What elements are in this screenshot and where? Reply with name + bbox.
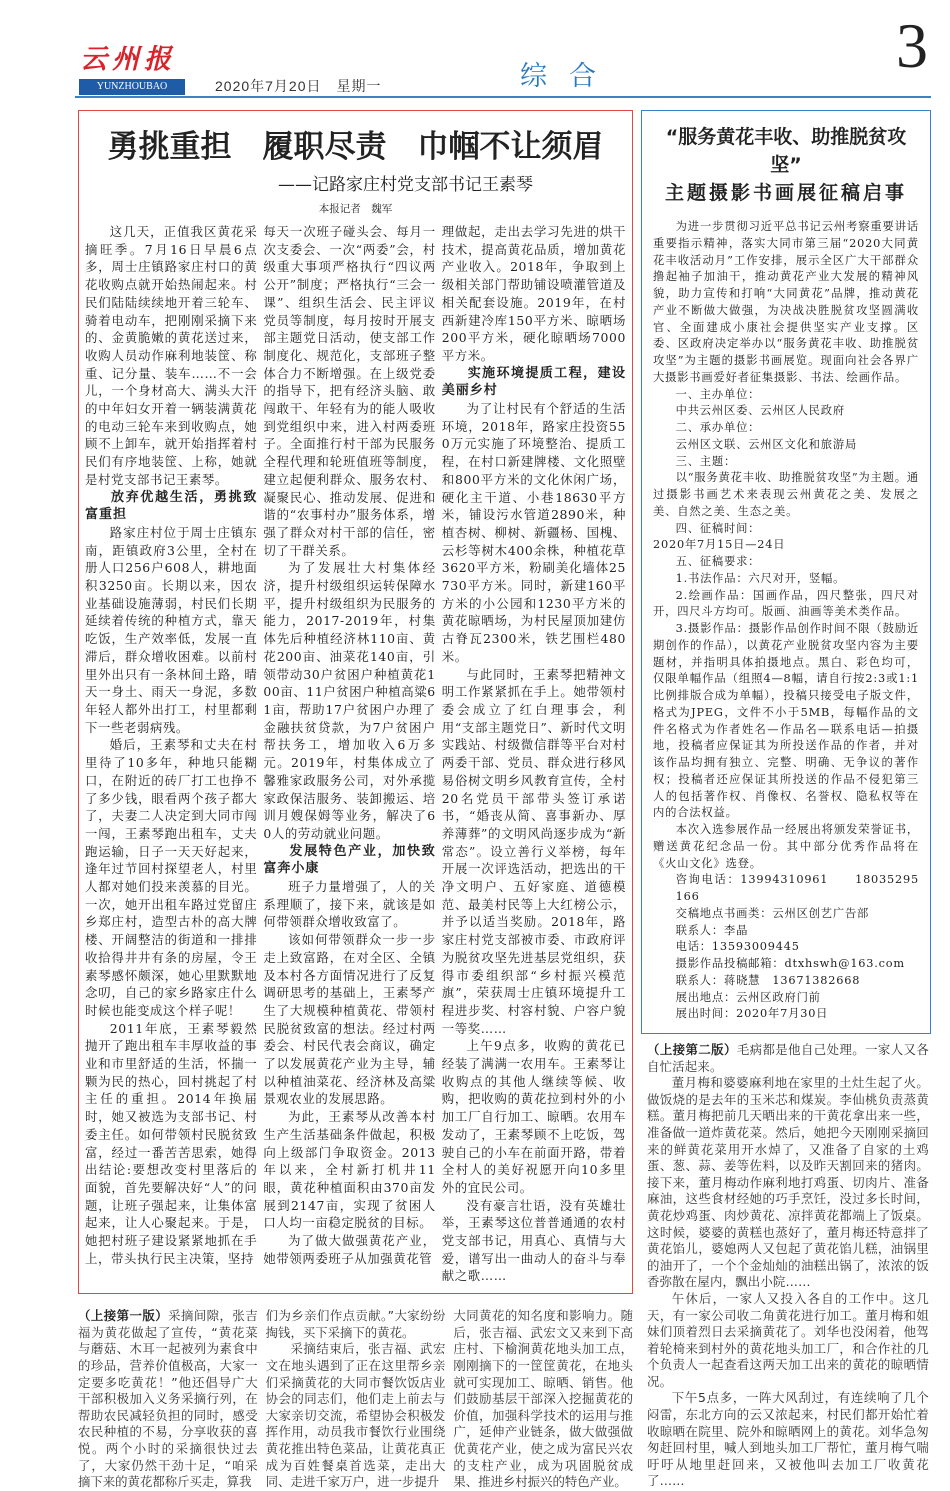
paragraph: 上午9点多，收购的黄花已经装了满满一农用车。王素琴让收购点的其他人继续等候、收购，把收购的黄花拉到村外的小加工厂自行加工、晾晒。农用车发动了，王素琴顾不上吃饭，驾驶自己的小车在前面开路，带着全村人的美好祝愿开向10多里外的宜民公司。 [441, 1038, 627, 1195]
paragraph: 每天一次班子碰头会、每月一次支委会、一次“两委”会，村级重大事项严格执行“四议两公开”制度；严格执行“三会一课”、组织生活会、民主评议党员等制度，每月按时开展支部主题党日活动，使支部工作制度化、规范化，支部班子整体合力不断增强。在上级党委的指导下，把有经济头脑、敢闯敢干、年轻有为的能人吸收到党组织中来，进入村两委班子。全面推行村干部为民服务全程代理和轮班值班等制度，建立起便利群众、服务农村、凝聚民心、推动发展、促进和谐的“农事村办”服务体系，增强了群众对村干部的信任，密切了干群关系。 [263, 224, 436, 558]
left-content-column [78, 110, 633, 1491]
section-title: 综合 [520, 61, 618, 92]
paragraph: 以“服务黄花丰收、助推脱贫攻坚”为主题。通过摄影书画艺术来表现云州黄花之美、发展之美、自然之美、生态之美。 [653, 471, 919, 518]
article-column-1 [85, 223, 257, 1267]
paragraph: 大同黄花的知名度和影响力。随后，张吉福、武宏文又来到下高庄村、下榆涧黄花地头加工点，刚刚摘下的一筐筐黄花，在地头就可实现加工、晾晒、销售。他们鼓励基层干部深入挖掘黄花的价值，加强科学技术的运用与推广，延伸产业链条，做大做强做优黄花产业，使之成为富民兴农的支柱产业，成为巩固脱贫成果、推进乡村振兴的特色产业。 [453, 1308, 634, 1490]
paragraph: 为了发展壮大村集体经济，提升村级组织运转保障水平，提升村级组织为民服务的能力，2017-2019年，村集体先后种植经济林110亩、黄花200亩、油菜花140亩，引领带动30户贫困户种植黄花100亩、11户贫困户种植高粱61亩，帮助17户贫困户办理了金融扶贫贷款，为7户贫困户帮扶务工，增加收入6万多元。2019年，村集体成立了馨雅家政服务公司，对外承揽家政保洁服务、装卸搬运、培训月嫂保姆等业务，解决了60人的劳动就业问题。 [263, 560, 436, 841]
paragraph: 理做起，走出去学习先进的烘干技术，提高黄花品质，增加黄花产业收入。2018年，争取到上级相关部门帮助铺设喷灌管道及相关配套设施。2019年，在村西新建冷库150平方米、晾晒场200平方米，硬化晾晒场7000平方米。 [441, 224, 627, 363]
continued-from-label: （上接第二版） [647, 1042, 737, 1057]
paragraph: 班子力量增强了，人的关系理顺了，接下来，就该是如何带领群众增收致富了。 [263, 879, 436, 930]
continued-story-1-column-3 [453, 1308, 633, 1491]
notice-body [653, 219, 919, 1023]
paragraph: 为了做大做强黄花产业，她带领两委班子从加强黄花管 [263, 1233, 436, 1266]
contact-line: 电话：13593009445 [675, 940, 800, 954]
paragraph: 中共云州区委、云州区人民政府 [675, 404, 845, 418]
page-number: 3 [896, 10, 928, 81]
contact-line: 交稿地点书画类：云州区创艺广告部 [675, 906, 870, 920]
notice-title [653, 123, 919, 207]
newspaper-logo: 云州报 [80, 44, 176, 75]
paragraph: 云州区文联、云州区文化和旅游局 [675, 437, 858, 451]
paragraph: 本次入选参展作品一经展出将颁发荣誉证书，赠送黄花纪念品一份。其中部分优秀作品将在《火山文化》选登。 [653, 823, 919, 870]
paragraph: 二、承办单位： [675, 421, 761, 434]
page-content [78, 110, 931, 1491]
paragraph: 采摘结束后，张吉福、武宏文在地头遇到了正在这里帮乡亲们采摘黄花的大同市餐饮饭店业协会的同志们，他们走上前去与大家亲切交流，希望协会积极发挥作用，动员我市餐饮行业围绕黄花推出特色菜品，让黄花真正成为百姓餐桌首选菜，走出大同、走进千家万户，进一步提升 [265, 1341, 446, 1490]
article-headline: 勇挑重担 履职尽责 巾帼不让须眉 [107, 129, 604, 165]
paragraph [647, 1042, 929, 1075]
header-rule [75, 96, 931, 98]
paragraph: 3.摄影作品：摄影作品创作时间不限（鼓励近期创作的作品），以黄花产业脱贫攻坚内容为主要题材，并指明具体拍摄地点。黑白、彩色均可，仅限单幅作品（组照4—8幅，请自行按2:3或1:1比例排版合成为单幅），投稿只接受电子版文件，格式为JPEG，文件不小于5MB，每幅作品的文件名格式为作者姓名—作品名—联系电话—拍摄地，投稿者应保证其为所投送作品的作者，并对该作品均拥有独立、完整、明确、无争议的著作权；投稿者还应保证其所投送的作品不侵犯第三人的包括著作权、肖像权、名誉权、隐私权等在内的合法权益。 [653, 622, 919, 820]
article-column-2 [263, 223, 435, 1267]
article-columns [85, 223, 626, 1285]
contact-line: 咨询电话：13994310961 18035295166 [675, 873, 919, 903]
paragraph: 1.书法作品：六尺对开，竖幅。 [675, 571, 846, 585]
contact-line: 摄影作品投稿邮箱：dtxhswh@163.com [675, 957, 905, 970]
paragraph: 为此，王素琴从改善本村生产生活基础条件做起，积极向上级部门争取资金。2013年以来，全村新打机井11眼，黄花种植面积由370亩发展到2147亩，实现了贫困人口人均一亩稳定脱贫的目标。 [263, 1109, 436, 1231]
paragraph: 婚后，王素琴和丈夫在村里待了10多年，种地只能糊口，在附近的砖厂打工也挣不了多少钱，眼看两个孩子都大了，夫妻二人决定到大同市闯一闯，王素琴跑出租车，丈夫跑运输，日子一天天好起来，逢年过节回村探望老人，村里人都对她们投来羡慕的目光。一次，她开出租车路过党留庄乡郑庄村，造型古朴的高大牌楼、开阔整洁的街道和一排排收拾得井井有条的房屋，令王素琴感怀颇深，她心里默默地念叨，自己的家乡路家庄什么时候也能变成这个样子呢！ [85, 737, 258, 1018]
paragraph: 为进一步贯彻习近平总书记云州考察重要讲话重要指示精神，落实大同市第三届“2020大同黄花丰收活动月”工作安排，展示全区广大干部群众撸起袖子加油干，推动黄花产业大发展的精神风貌，助力宣传和打响“大同黄花”品牌，推动黄花产业不断做大做强，为决战决胜脱贫攻坚圆满收官、全面建成小康社会提供坚实产业支撑。区委、区政府决定举办以“服务黄花丰收、助推脱贫攻坚”为主题的摄影书画展览。现面向社会各界广大摄影书画爱好者征集摄影、书法、绘画作品。 [653, 220, 919, 384]
article-subtitle: ——记路家庄村党支部书记王素琴 [278, 175, 533, 195]
paragraph: 们为乡亲们作点贡献。”大家纷纷掏钱，买下采摘下的黄花。 [265, 1308, 446, 1340]
paragraph: 五、征稿要求： [675, 555, 761, 568]
paragraph: 2.绘画作品：国画作品，四尺整张，四尺对开，四尺斗方均可。版画、油画等美术类作品。 [653, 588, 919, 619]
paragraph: 该如何带领群众一步一步走上致富路，在对全区、全镇及本村各方面情况进行了反复调研思考的基础上，王素琴产生了大规模种植黄花、带领村民脱贫致富的想法。经过村两委会、村民代表会商议，确定了以发展黄花产业为主导，辅以种植油菜花、经济林及高粱景观农业的发展思路。 [263, 932, 436, 1107]
section-subheading: 实施环境提质工程，建设美丽乡村 [441, 365, 627, 399]
paragraph: 没有豪言壮语，没有英雄壮举，王素琴这位普普通通的农村党支部书记，用真心、真情与大爱，谱写出一曲动人的奋斗与奉献之歌…… [441, 1197, 627, 1284]
paragraph: 董月梅和婆婆麻利地在家里的土灶生起了火。做饭烧的是去年的玉米芯和煤炭。李仙桃负责蒸黄糕。董月梅把前几天晒出来的干黄花拿出来一些，准备做一道炸黄花菜。然后，她把今天刚刚采摘回来的鲜黄花菜用开水焯了，又准备了自家的土鸡蛋、葱、蒜、姜等佐料，以及昨天割回来的猪肉。接下来，董月梅动作麻利地打鸡蛋、切肉片、准备麻油，这些食材经她的巧手烹饪，没过多长时间，黄花炒鸡蛋、肉炒黄花、凉拌黄花都端上了饭桌。这时候，婆婆的黄糕也蒸好了，董月梅还特意拌了黄花馅儿，婆媳两人又包起了黄花馅儿糕，油锅里的油开了，一个个金灿灿的油糕出锅了，浓浓的饭香弥散在屋内，飘出小院…… [647, 1075, 929, 1290]
contact-line: 展出地点：云州区政府门前 [675, 990, 821, 1004]
contact-line: 联系人：蒋晓慧 13671382668 [675, 973, 861, 987]
newspaper-logo-english: YUNZHOUBAO [79, 79, 185, 95]
call-for-entries-notice [641, 110, 931, 1034]
paragraph-text: 采摘间隙，张吉福为黄花做起了宣传，“黄花菜与蘑菇、木耳一起被列为素食中的珍品，营养价值极高，大家一定要多吃黄花！”他还倡导广大干部积极加入义务采摘行列，在帮助农民减轻负担的同时，感受农民种植的不易，分享收获的喜悦。两个小时的采摘很快过去了，大家仍然干劲十足，“咱采摘下来的黄花都称斤买走，算我 [78, 1308, 258, 1490]
section-subheading: 放弃优越生活，勇挑致富重担 [85, 489, 258, 523]
section-subheading: 发展特色产业，加快致富奔小康 [263, 843, 436, 877]
paragraph: 四、征稿时间： [675, 521, 761, 535]
issue-date: 2020年7月20日 星期一 [215, 78, 382, 94]
contact-line: 展出时间：2020年7月30日 [675, 1007, 829, 1021]
paragraph-text: 毛病都是他自己处理。一家人又各自忙活起来。 [647, 1042, 930, 1074]
continued-story-2 [641, 1042, 931, 1490]
paragraph: 一、主办单位： [675, 387, 761, 401]
right-content-column [641, 110, 931, 1490]
paragraph: 这几天，正值我区黄花采摘旺季。7月16日早晨6点多，周士庄镇路家庄村口的黄花收购点就开始热闹起来。村民们陆陆续续地开着三轮车、骑着电动车，把刚刚采摘下来的、金黄脆嫩的黄花送过来，收购人员动作麻利地装筐、称重、记分量、装车……不一会儿，一个身材高大、满头大汗的中年妇女开着一辆装满黄花的电动三轮车来到收购点，她顾不上卸车，就开始指挥着村民们有序地装筐、上称，她就是村党支部书记王素琴。 [85, 224, 258, 487]
paragraph [78, 1308, 258, 1491]
continued-from-label: （上接第一版） [78, 1308, 169, 1324]
feature-article [78, 110, 633, 1294]
paragraph: 与此同时，王素琴把精神文明工作紧紧抓在手上。她带领村委会成立了红白理事会，利用“支部主题党日”、新时代文明实践站、村级微信群等平台对村两委干部、党员、群众进行移风易俗树文明乡风教育宣传，全村20名党员干部带头签订承诺书，“婚丧从简、喜事新办、厚养薄葬”的文明风尚逐步成为“新常态”。设立善行义举榜，每年开展一次评选活动，把选出的干净文明户、五好家庭、道德模范、最美村民等上大红榜公示，并予以适当奖励。2018年，路家庄村党支部被市委、市政府评为脱贫攻坚先进基层党组织，获得市委组织部“乡村振兴模范旗”，荣获周士庄镇环境提升工程进步奖、村容村貌、户容户貌一等奖…… [441, 666, 627, 1036]
notice-title-line-1: “服务黄花丰收、助推脱贫攻坚” [665, 126, 907, 176]
paragraph: 2020年7月15日—24日 [653, 538, 786, 552]
paragraph: 三、主题： [675, 454, 737, 468]
contact-line: 联系人：李晶 [675, 923, 749, 937]
continued-story-1 [78, 1304, 633, 1491]
paragraph: 路家庄村位于周士庄镇东南，距镇政府3公里，全村在册人口256户608人，耕地面积3250亩。长期以来，因农业基础设施薄弱，村民们长期延续着传统的种植方式，靠天吃饭，生产效率低，发展一直滞后，群众增收困难。以前村里外出只有一条林间土路，晴天一身土、雨天一身泥，多数年轻人都外出打工，村里都剩下一些老弱病残。 [85, 524, 258, 735]
paragraph: 下午5点多，一阵大风刮过，有连续响了几个闷雷，东北方向的云又浓起来，村民们都开始忙着收晾晒在院里、院外和晾晒网上的黄花。刘华急匆匆赶回村里，喊人到地头加工厂帮忙，董月梅气喘吁吁从地里赶回来，又被他叫去加工厂收黄花了…… [647, 1390, 929, 1489]
paragraph: 午休后，一家人又投入各自的工作中。这几天，有一家公司收二角黄花进行加工。董月梅和姐妹们顶着烈日去采摘黄花了。刘华也没闲着，他驾着轮椅来到村外的黄花地头加工厂，和合作社的几个负责人一起查看这两天加工出来的黄花的晾晒情况。 [647, 1290, 929, 1389]
article-column-3 [442, 223, 626, 1285]
paragraph: 2011年底，王素琴毅然抛开了跑出租车丰厚收益的事业和市里舒适的生活，怀揣一颗为民的热心，回村挑起了村主任的重担。2014年换届时，她又被选为支部书记、村委主任。如何带领村民脱贫致富，经过一番苦苦思索，她得出结论:要想改变村里落后的面貌，首先要解决好“人”的问题，让班子强起来，让集体富起来，让人心聚起来。于是，她把村班子建设紧紧地抓在手上，带头执行民主决策，坚持 [85, 1020, 258, 1266]
article-byline: 本报记者 魏军 [318, 203, 393, 215]
continued-story-1-column-2 [266, 1308, 446, 1491]
continued-story-1-column-1 [78, 1308, 258, 1491]
notice-title-line-2: 主题摄影书画展征稿启事 [664, 182, 907, 204]
paragraph: 为了让村民有个舒适的生活环境，2018年，路家庄投资550万元实施了环境整治、提质工程，在村口新建牌楼、文化照壁和800平方米的文化休闲广场，硬化主干道、小巷18630平方米，铺设污水管道2890米，种植杏树、柳树、新疆杨、国槐、云杉等树木400余株，种植花草3620平方米，粉刷美化墙体25730平方米。同时，新建160平方米的小公园和1230平方米的黄花晾晒场，为村民屋顶加建仿古脊瓦2300米，铁艺围栏480米。 [441, 401, 627, 664]
